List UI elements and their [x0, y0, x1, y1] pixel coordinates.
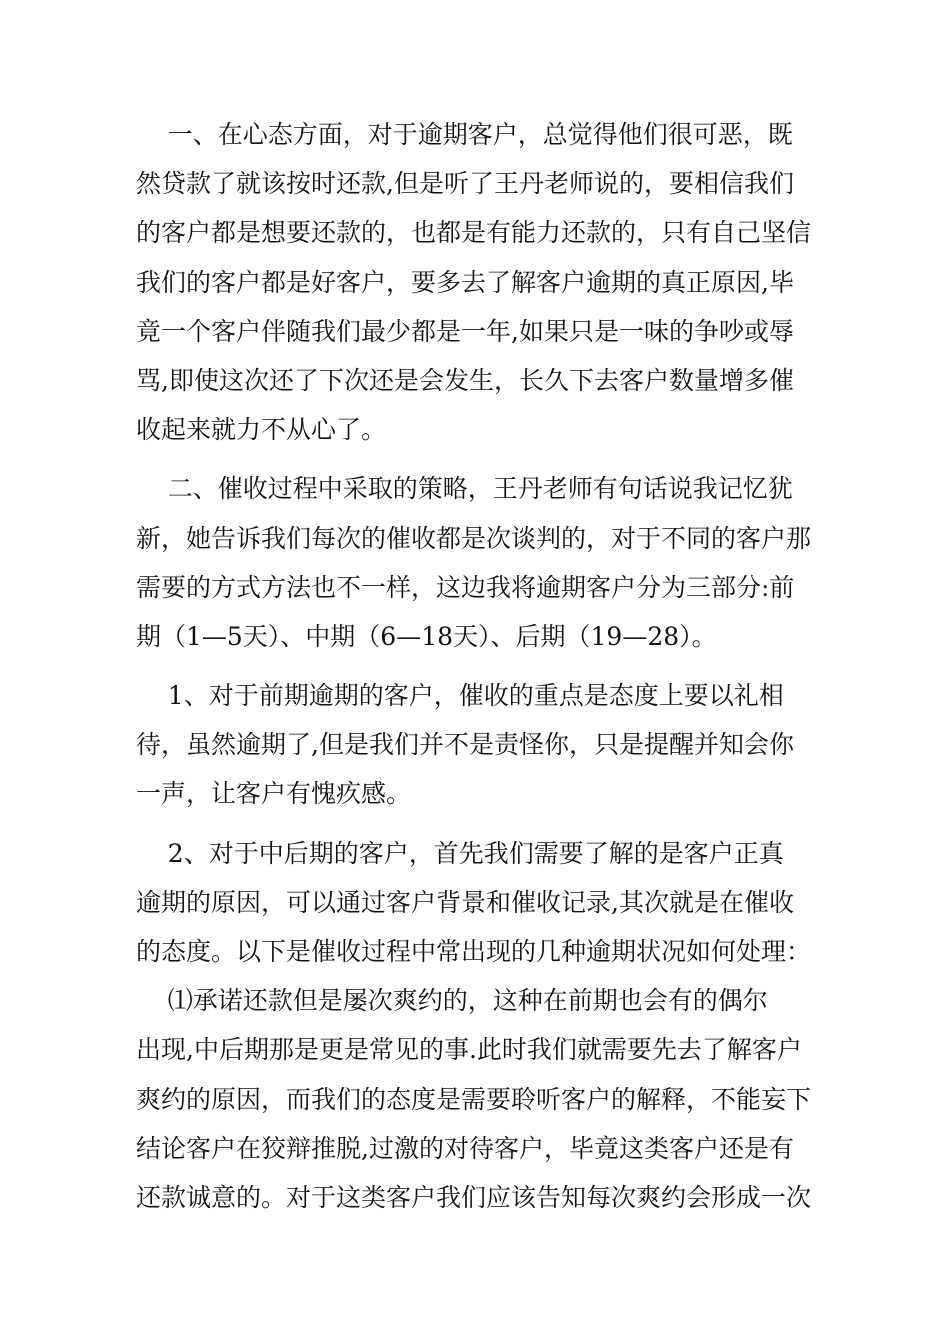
text-line: 待，虽然逾期了,但是我们并不是责怪你，只是提醒并知会你: [136, 730, 794, 760]
text-line: 我们的客户都是好客户，要多去了解客户逾期的真正原因,毕: [136, 267, 794, 297]
text-line: 骂,即使这次还了下次还是会发生，长久下去客户数量增多催: [136, 365, 794, 395]
text-line: 新，她告诉我们每次的催收都是次谈判的，对于不同的客户那: [136, 523, 812, 553]
text-line: 的客户都是想要还款的，也都是有能力还款的，只有自己坚信: [136, 218, 812, 248]
text-line: 二、催收过程中采取的策略，王丹老师有句话说我记忆犹: [136, 474, 793, 504]
text-line: 的态度。以下是催收过程中常出现的几种逾期状况如何处理：: [136, 937, 812, 966]
document-body: [136, 110, 826, 1222]
text-line: 爽约的原因，而我们的态度是需要聆听客户的解释，不能妄下: [136, 1084, 812, 1114]
text-line: 期（1—5天）、中期（6—18天）、后期（19—28）。: [136, 621, 717, 651]
text-line: 然贷款了就该按时还款,但是听了王丹老师说的，要相信我们: [136, 169, 794, 199]
text-line: ⑴承诺还款但是屡次爽约的，这种在前期也会有的偶尔: [136, 986, 768, 1016]
text-line: 竟一个客户伴随我们最少都是一年,如果只是一味的争吵或辱: [136, 316, 794, 346]
paragraph-mindset: [136, 110, 826, 454]
text-line: 1、对于前期逾期的客户，催收的重点是态度上要以礼相: [136, 681, 784, 711]
paragraph-strategy: [136, 464, 826, 661]
paragraph-spacer: [136, 454, 826, 464]
paragraph-late-stage: [136, 829, 826, 1223]
paragraph-spacer: [136, 661, 826, 671]
text-line: 逾期的原因，可以通过客户背景和催收记录,其次就是在催收: [136, 887, 794, 917]
text-line: 出现,中后期那是更是常见的事.此时我们就需要先去了解客户: [136, 1035, 802, 1065]
text-line: 需要的方式方法也不一样，这边我将逾期客户分为三部分:前: [136, 572, 795, 602]
text-line: 一声，让客户有愧疚感。: [136, 779, 412, 809]
text-line: 收起来就力不从心了。: [136, 415, 387, 445]
text-line: 一、在心态方面，对于逾期客户，总觉得他们很可恶，既: [136, 120, 793, 149]
paragraph-early-stage: [136, 671, 826, 819]
paragraph-spacer: [136, 819, 826, 829]
text-line: 还款诚意的。对于这类客户我们应该告知每次爽约会形成一次: [136, 1182, 812, 1212]
text-line: 结论客户在狡辩推脱,过激的对待客户，毕竟这类客户还是有: [136, 1133, 794, 1163]
text-line: 2、对于中后期的客户，首先我们需要了解的是客户正真: [136, 838, 784, 868]
